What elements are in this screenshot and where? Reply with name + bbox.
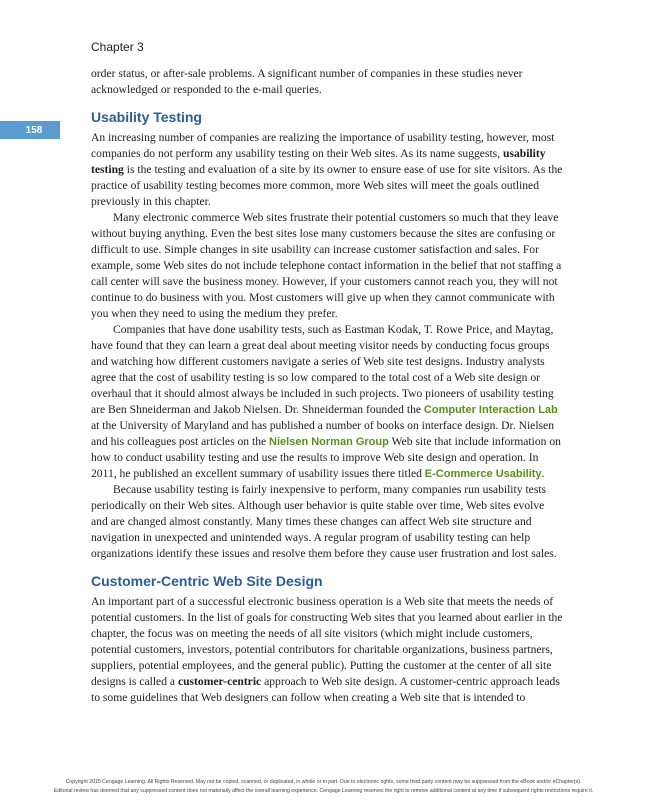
text-span: An increasing number of companies are realizing the importance of usability testing, however, most companies do not perform any usability testing on their Web sites. As its name suggests,	[91, 131, 555, 160]
heading-customer-centric: Customer-Centric Web Site Design	[91, 573, 323, 589]
link-ecommerce-usability[interactable]: E-Commerce Usability	[424, 468, 542, 480]
text-span: Web site that include information on how to conduct usability testing and use the results to improve Web site design and operation. In 2011, he published an excellent summary of usability issues there titled	[91, 435, 561, 480]
usability-paragraph-1	[91, 130, 563, 210]
usability-paragraph-3	[91, 322, 563, 482]
term-customer-centric: customer-centric	[177, 675, 262, 688]
copyright-footer-line-2: Editorial review has deemed that any suppressed content does not materially affect the overall learning experience. Cengage Learning reserves the right to remove additional content at any time if subsequent rights restrictions require it.	[53, 788, 594, 794]
page-body	[91, 66, 563, 706]
term-usability-testing: usability testing	[91, 147, 546, 176]
usability-paragraph-4: Because usability testing is fairly inexpensive to perform, many companies run usability tests periodically on their Web sites. Although user behavior is quite stable over time, Web sites evolve and are changed almost constantly. Many times these changes can affect Web site structure and navigation in unexpected and unintended ways. A regular program of usability testing can help organizations identify these issues and resolve them before they cause user frustration and lost sales.	[91, 483, 557, 560]
usability-paragraph-2: Many electronic commerce Web sites frustrate their potential customers so much that they leave without buying anything. Even the best sites lose many customers because the sites are confusing or difficult to use. Simple changes in site usability can increase customer satisfaction and sales. For example, some Web sites do not include telephone contact information in the belief that not staffing a call center will save the business money. However, if your customers cannot reach you, they will not continue to do business with you. Most customers will give up when they cannot communicate with you when they need to using the medium they prefer.	[91, 211, 562, 320]
text-span: at the University of Maryland and has published a number of books on interface design. Dr. Nielsen and his colleagues post articles on the	[91, 419, 554, 448]
text-span: An important part of a successful electronic business operation is a Web site that meets the needs of potential customers. In the list of goals for constructing Web sites that you learned about earlier in the chapter, the focus was on meeting the needs of all site visitors (which might include customers, potential customers, investors, potential contributors for charitable organizations, business partners, suppliers, potential employees, and the general public). Putting the customer at the center of all site designs is called a	[91, 595, 563, 688]
customer-centric-paragraph-1	[91, 594, 563, 706]
text-span: is the testing and evaluation of a site by its owner to ensure ease of use for site visitors. As the practice of usability testing becomes more common, more Web sites will meet the goals outlined previously in this chapter.	[91, 163, 563, 208]
link-computer-interaction-lab[interactable]: Computer Interaction Lab	[423, 404, 558, 416]
intro-paragraph: order status, or after-sale problems. A significant number of companies in these studies never acknowledged or responded to the e-mail queries.	[91, 67, 523, 96]
chapter-label: Chapter 3	[91, 40, 144, 54]
copyright-footer-line-1: Copyright 2015 Cengage Learning. All Rights Reserved. May not be copied, scanned, or duplicated, in whole or in part. Due to electronic rights, some third party content may be suppressed from the eBook and/or eChapter(s).	[65, 779, 582, 785]
text-span: Companies that have done usability tests, such as Eastman Kodak, T. Rowe Price, and Maytag, have found that they can learn a great deal about meeting visitor needs by conducting focus groups and watching how different customers navigate a series of Web site test designs. Industry analysts agree that the cost of usability testing is so low compared to the total cost of a Web site design or overhaul that it should almost always be included in such projects. Two pioneers of usability testing are Ben Shneiderman and Jakob Nielsen. Dr. Shneiderman founded the	[91, 323, 554, 416]
text-span: .	[541, 467, 545, 480]
text-span: approach to Web site design. A customer-centric approach leads to some guidelines that Web designers can follow when creating a Web site that is intended to	[91, 675, 560, 704]
page-number-badge: 158	[0, 121, 60, 139]
link-nielsen-norman-group[interactable]: Nielsen Norman Group	[269, 436, 389, 448]
heading-usability-testing: Usability Testing	[91, 109, 202, 125]
